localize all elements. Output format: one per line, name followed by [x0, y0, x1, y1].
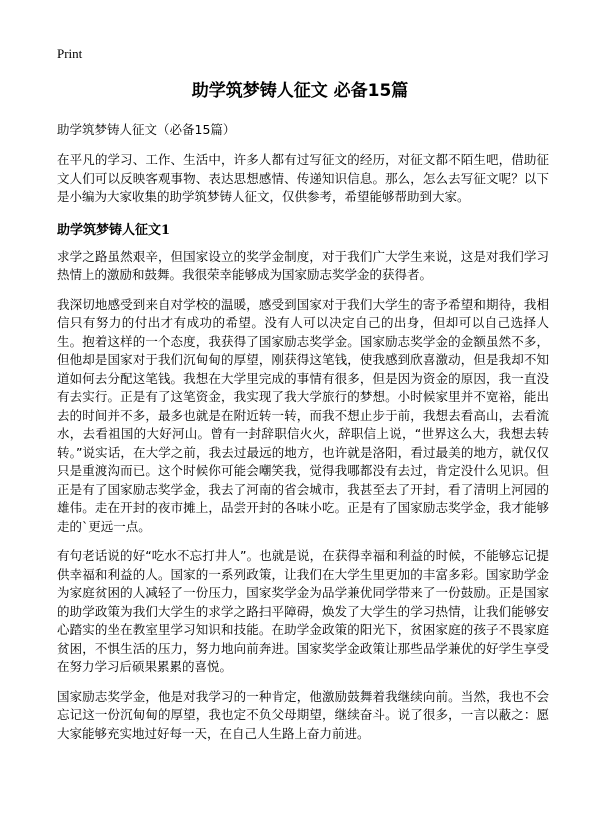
body-paragraph-3: 有句老话说的好“吃水不忘打井人”。也就是说，在获得幸福和利益的时候，不能够忘记提供幸福和利益的人。国家的一系列政策，让我们在大学生里更加的丰富多彩。国家助学金为家庭贫困的人减轻了一份压力，国家奖学金为品学兼优同学带来了一份鼓励。正是国家的助学政策为我们大学生的求学之路扫平障碍，焕发了大学生的学习热情，让我们能够安心踏实的坐在教室里学习知识和技能。在助学金政策的阳光下，贫困家庭的孩子不畏家庭贫困，不惧生活的压力，努力地向前奔进。国家奖学金政策让那些品学兼优的好学生享受在努力学习后硕果累累的喜悦。	[57, 548, 549, 674]
print-link[interactable]: Print	[57, 46, 83, 61]
body-paragraph-1: 求学之路虽然艰辛，但国家设立的奖学金制度，对于我们广大学生来说，这是对我们学习热情上的激励和鼓舞。我很荣幸能够成为国家励志奖学金的获得者。	[57, 248, 549, 282]
document-subtitle: 助学筑梦铸人征文（必备15篇）	[57, 122, 236, 137]
intro-paragraph: 在平凡的学习、工作、生活中，许多人都有过写征文的经历，对征文都不陌生吧，借助征文人们可以反映客观事物、表达思想感情、传递知识信息。那么，怎么去写征文呢？以下是小编为大家收集的助学筑梦铸人征文，仅供参考，希望能够帮助到大家。	[57, 152, 549, 204]
body-paragraph-4: 国家励志奖学金，他是对我学习的一种肯定，他激励鼓舞着我继续向前。当然，我也不会忘记这一份沉甸甸的厚望，我也定不负父母期望，继续奋斗。说了很多，一言以蔽之：愿大家能够充实地过好每一天，在自己人生路上奋力前进。	[57, 688, 549, 741]
body-paragraph-2: 我深切地感受到来自对学校的温暖，感受到国家对于我们大学生的寄予希望和期待，我相信只有努力的付出才有成功的希望。没有人可以决定自己的出身，但却可以自己选择人生。抱着这样的一个态度，我获得了国家励志奖学金。国家励志奖学金的金额虽然不多，但他却是国家对于我们沉甸甸的厚望，刚获得这笔钱，使我感到欣喜激动，但是我却不知道如何去分配这笔钱。我想在大学里完成的事情有很多，但是因为资金的原因，我一直没有去实行。正是有了这笔资金，我实现了我大学旅行的梦想。小时候家里并不宽裕，能出去的时间并不多，最多也就是在附近转一转，而我不想止步于前，我想去看高山，去看流水，去看祖国的大好河山。曾有一封辞职信火火，辞职信上说，“世界这么大，我想去转转。”说实话，在大学之前，我去过最远的地方，也许就是洛阳，看过最美的地方，就仅仅只是重渡沟而已。这个时候你可能会嘲笑我，觉得我哪都没有去过，肯定没什么见识。但正是有了国家励志奖学金，我去了河南的省会城市，我甚至去了开封，看了清明上河园的雄伟。走在开封的夜市摊上，品尝开封的各味小吃。正是有了国家励志奖学金，我才能够走的`更远一点。	[57, 296, 549, 534]
section-heading: 助学筑梦铸人征文1	[57, 222, 171, 238]
document-title: 助学筑梦铸人征文 必备15篇	[191, 81, 409, 101]
document-body	[57, 121, 549, 754]
